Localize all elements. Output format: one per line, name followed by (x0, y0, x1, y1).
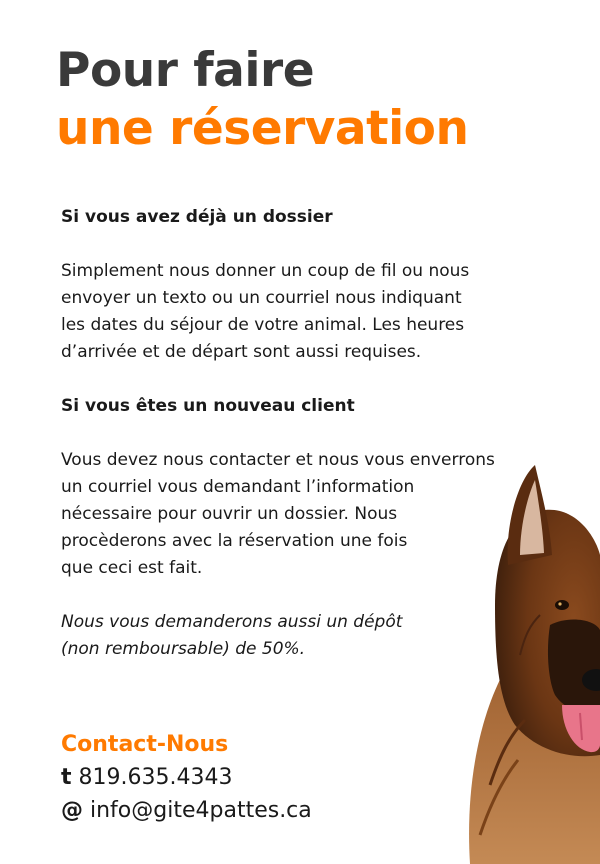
title-line-1: Pour faire (56, 43, 315, 98)
existing-client-line: Simplement nous donner un coup de fil ou nous (61, 261, 470, 281)
page-title (56, 42, 468, 158)
existing-client-line: d’arrivée et de départ sont aussi requises. (61, 342, 422, 362)
contact-block (61, 728, 312, 827)
deposit-note-line: Nous vous demanderons aussi un dépôt (61, 612, 403, 632)
existing-client-heading: Si vous avez déjà un dossier (61, 207, 333, 227)
new-client-line: que ceci est fait. (61, 558, 203, 578)
email-prefix: @ (61, 798, 83, 823)
new-client-line: procèderons avec la réservation une fois (61, 531, 408, 551)
german-shepherd-dog-photo (450, 455, 600, 864)
new-client-line: nécessaire pour ouvrir un dossier. Nous (61, 504, 398, 524)
email-address[interactable]: info@gite4pattes.ca (90, 798, 312, 823)
contact-title: Contact-Nous (61, 732, 229, 757)
new-client-heading: Si vous êtes un nouveau client (61, 396, 355, 416)
deposit-note-line: (non remboursable) de 50%. (61, 639, 306, 659)
existing-client-line: les dates du séjour de votre animal. Les heures (61, 315, 465, 335)
phone-prefix: t (61, 765, 72, 790)
new-client-line: un courriel vous demandant l’information (61, 477, 415, 497)
phone-number[interactable]: 819.635.4343 (78, 765, 233, 790)
existing-client-line: envoyer un texto ou un courriel nous indiquant (61, 288, 462, 308)
new-client-line: Vous devez nous contacter et nous vous enverrons (61, 450, 495, 470)
email-row (61, 794, 312, 827)
phone-row (61, 761, 312, 794)
title-line-2: une réservation (56, 101, 469, 156)
